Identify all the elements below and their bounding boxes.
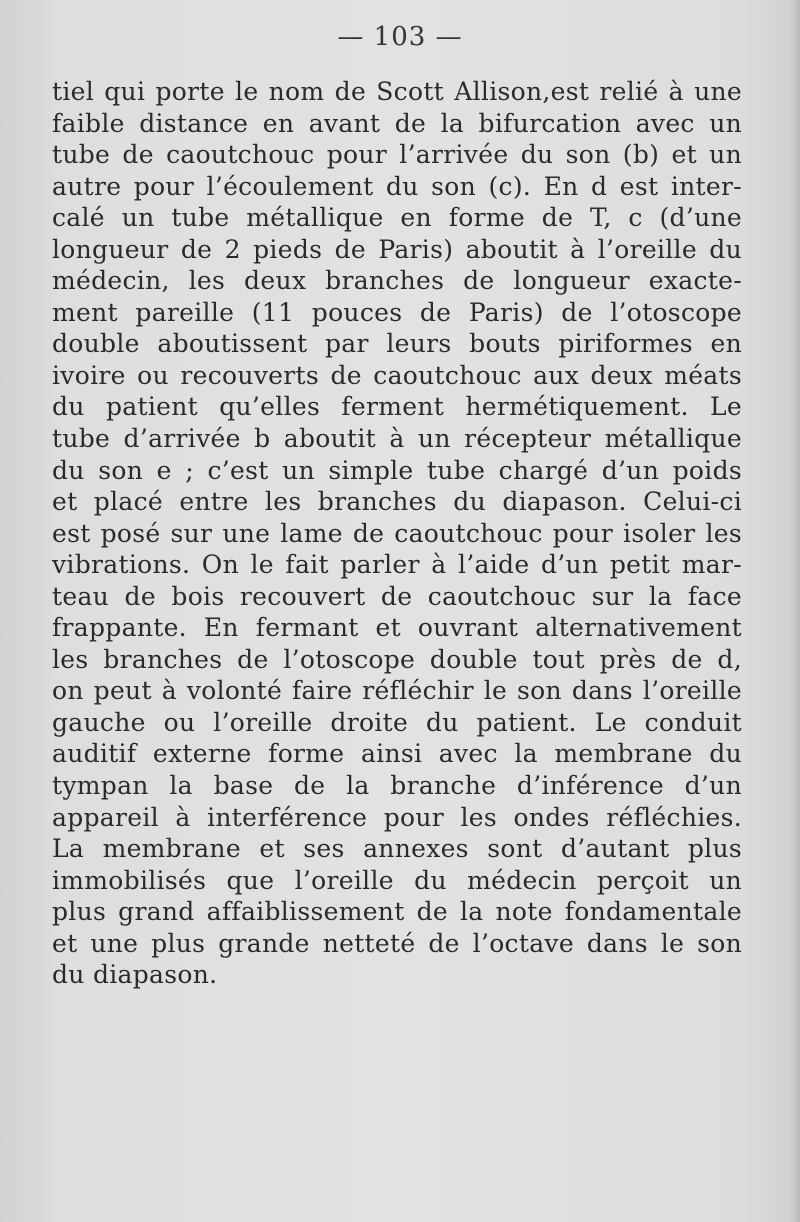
text-line: appareil à interférence pour les ondes réfléchies. (52, 802, 742, 832)
text-line: calé un tube métallique en forme de T, c (d’une (52, 203, 742, 233)
text-line: tympan la base de la branche d’inférence d’un (52, 771, 742, 801)
text-line: les branches de l’otoscope double tout près de d, (52, 644, 742, 674)
text-line: ivoire ou recouverts de caoutchouc aux deux méats (52, 360, 742, 390)
text-line: vibrations. On le fait parler à l’aide d’un petit mar- (52, 550, 742, 580)
text-line: immobilisés que l’oreille du médecin perçoit un (52, 865, 742, 895)
text-line: du son e ; c’est un simple tube chargé d’un poids (52, 455, 742, 485)
text-line: tiel qui porte le nom de Scott Allison,est relié à une (52, 77, 742, 106)
text-line: tube d’arrivée b aboutit à un récepteur métallique (52, 424, 742, 454)
text-line: longueur de 2 pieds de Paris) aboutit à l’oreille du (52, 234, 742, 264)
page-edge-shadow (790, 0, 800, 1222)
text-line: autre pour l’écoulement du son (c). En d est inter- (52, 171, 742, 201)
text-line: médecin, les deux branches de longueur exacte- (52, 266, 742, 296)
body-text (52, 76, 742, 991)
text-line: et placé entre les branches du diapason. Celui-ci (52, 487, 742, 517)
text-line: faible distance en avant de la bifurcation avec un (52, 108, 742, 138)
text-line: ment pareille (11 pouces de Paris) de l’otoscope (52, 297, 742, 327)
text-line: tube de caoutchouc pour l’arrivée du son (b) et un (52, 140, 742, 170)
text-line: auditif externe forme ainsi avec la membrane du (52, 739, 742, 769)
text-line: teau de bois recouvert de caoutchouc sur la face (52, 581, 742, 611)
text-line: frappante. En fermant et ouvrant alternativement (52, 613, 742, 643)
text-line: double aboutissent par leurs bouts piriformes en (52, 329, 742, 359)
text-line: est posé sur une lame de caoutchouc pour isoler les (52, 518, 742, 548)
text-line: La membrane et ses annexes sont d’autant plus (52, 834, 742, 864)
text-line-last: du diapason. (52, 960, 218, 990)
text-line: on peut à volonté faire réfléchir le son dans l’oreille (52, 676, 742, 706)
text-line: et une plus grande netteté de l’octave dans le son (52, 928, 742, 958)
text-line: plus grand affaiblissement de la note fondamentale (52, 897, 742, 927)
text-line: du patient qu’elles ferment hermétiquement. Le (52, 392, 742, 422)
text-line: gauche ou l’oreille droite du patient. Le conduit (52, 707, 742, 737)
page-number: — 103 — (337, 22, 463, 52)
